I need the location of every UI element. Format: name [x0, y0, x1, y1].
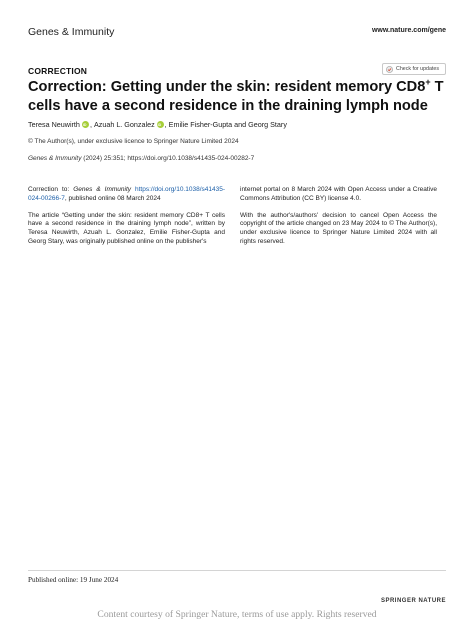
publisher-logo: SPRINGER NATURE — [380, 598, 446, 604]
original-article-doi-link[interactable]: https://doi.org/10.1038/s41435-024-00266-7 — [28, 186, 225, 202]
correction-date: , published online 08 March 2024 — [64, 194, 161, 202]
citation-details[interactable]: (2024) 25:351; https://doi.org/10.1038/s41435-024-00282-7 — [81, 155, 255, 162]
author-separator: , — [164, 120, 169, 129]
body-paragraph: With the author's/authors' decision to cancel Open Access the copyright of the article changed on 23 May 2024 to © The Author(s), under exclusive licence to Springer Nature Limited 2024 with all rights reserved. — [240, 211, 437, 245]
published-date: Published online: 19 June 2024 — [28, 576, 119, 584]
update-check-icon — [386, 66, 393, 73]
orcid-icon[interactable] — [82, 121, 89, 128]
correction-journal: Genes & Immunity — [73, 186, 132, 193]
title-part-1: Correction: Getting under the skin: resident memory CD8 — [28, 79, 426, 95]
journal-name: Genes & Immunity — [28, 26, 115, 38]
copyright-notice: © The Author(s), under exclusive licence to Springer Nature Limited 2024 — [28, 138, 239, 145]
body-paragraph: internet portal on 8 March 2024 with Open Access under a Creative Commons Attribution (CC BY) license 4.0. — [240, 186, 437, 202]
body-paragraph: The article “Getting under the skin: resident memory CD8+ T cells have a second residence in the draining lymph node”, written by Teresa Neuwirth, Azuah L. Gonzalez, Emilie Fisher-Gupta and Georg Stary, was originally published online on the publisher's — [28, 211, 225, 245]
author-name[interactable]: Teresa Neuwirth — [28, 120, 80, 129]
check-for-updates-button[interactable] — [382, 63, 446, 75]
journal-website-link[interactable]: www.nature.com/gene — [371, 27, 446, 34]
author-list — [28, 120, 287, 129]
citation-journal: Genes & Immunity — [28, 155, 82, 162]
citation-line — [28, 155, 254, 162]
courtesy-watermark: Content courtesy of Springer Nature, terms of use apply. Rights reserved — [97, 609, 377, 620]
article-title — [28, 78, 448, 115]
correction-reference — [28, 186, 225, 203]
author-name[interactable]: Azuah L. Gonzalez — [93, 120, 155, 129]
body-column-left — [28, 186, 225, 255]
title-part-2: T cells have a second residence in the draining lymph node — [28, 79, 444, 114]
title-superscript: + — [425, 77, 431, 88]
footer-divider — [28, 570, 446, 571]
check-for-updates-label: Check for updates — [396, 66, 439, 72]
body-column-right — [240, 186, 437, 255]
orcid-icon[interactable] — [157, 121, 164, 128]
correction-prefix: Correction to: — [28, 186, 74, 193]
author-name[interactable]: Emilie Fisher-Gupta and Georg Stary — [168, 120, 287, 129]
author-separator: , — [89, 120, 94, 129]
article-type-label: CORRECTION — [28, 66, 88, 76]
